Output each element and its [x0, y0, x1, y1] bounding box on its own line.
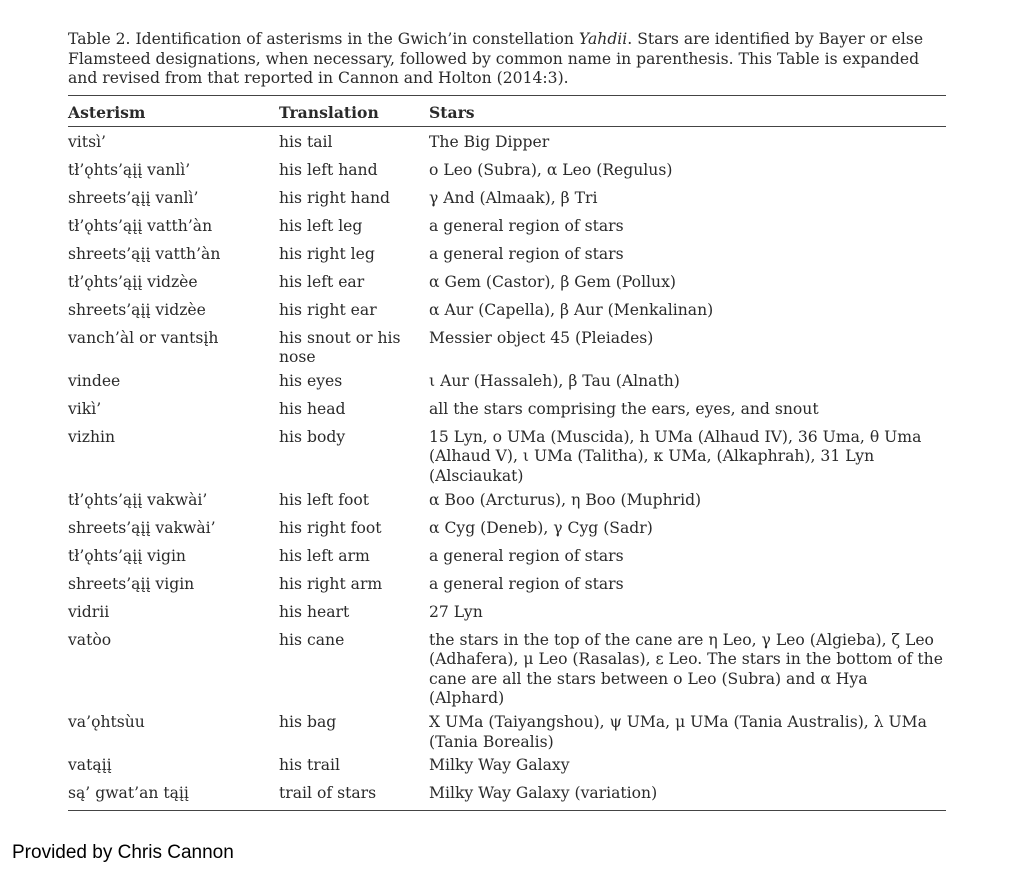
asterism-cell: vikì’ — [68, 399, 102, 418]
asterism-cell: vindee — [68, 371, 121, 390]
table-row — [68, 299, 946, 327]
translation-cell: his left arm — [279, 546, 370, 565]
table-row — [68, 243, 946, 271]
caption-lead: Table 2. Identification of asterisms in the Gwich’in constellation — [68, 30, 579, 48]
table-row — [68, 711, 946, 754]
translation-cell: his bag — [279, 712, 337, 731]
asterism-cell: va’ǫhtsùu — [68, 712, 145, 731]
translation-cell: his right arm — [279, 574, 383, 593]
stars-cell: the stars in the top of the cane are η Leo, γ Leo (Algieba), ζ Leo (Adhafera), μ Leo (Rasalas), ε Leo. The stars in the bottom of the cane are all the stars between o Leo (Subra) and α Hya (Alphard) — [429, 630, 943, 708]
translation-cell: trail of stars — [279, 784, 377, 803]
table-header-row — [68, 96, 946, 126]
translation-cell: his left ear — [279, 272, 365, 291]
stars-cell: α Boo (Arcturus), η Boo (Muphrid) — [429, 490, 702, 509]
table-row — [68, 126, 946, 159]
translation-cell: his left leg — [279, 216, 363, 235]
stars-cell: X UMa (Taiyangshou), ψ UMa, μ UMa (Tania Australis), λ UMa (Tania Borealis) — [429, 712, 927, 751]
asterism-cell: vizhin — [68, 427, 116, 446]
translation-cell: his head — [279, 399, 346, 418]
stars-cell: all the stars comprising the ears, eyes, and snout — [429, 399, 819, 418]
stars-cell: Milky Way Galaxy — [429, 756, 570, 775]
translation-cell: his trail — [279, 756, 340, 775]
translation-cell: his heart — [279, 602, 350, 621]
asterism-cell: shreets’ąįį vatth’àn — [68, 244, 221, 263]
translation-cell: his eyes — [279, 371, 343, 390]
asterism-cell: tł’ǫhts’ąįį vidzèe — [68, 272, 198, 291]
asterism-cell: tł’ǫhts’ąįį vatth’àn — [68, 216, 213, 235]
translation-cell: his cane — [279, 630, 345, 649]
credit-line: Provided by Chris Cannon — [12, 842, 234, 863]
asterism-cell: vitsì’ — [68, 132, 107, 151]
asterism-cell: tł’ǫhts’ąįį vigin — [68, 546, 186, 565]
table-row — [68, 370, 946, 398]
translation-cell: his right ear — [279, 300, 377, 319]
asterism-cell: tł’ǫhts’ąįį vanlì’ — [68, 160, 191, 179]
header-translation: Translation — [279, 103, 379, 122]
table-row — [68, 426, 946, 489]
table-row — [68, 629, 946, 711]
stars-cell: Messier object 45 (Pleiades) — [429, 328, 654, 347]
stars-cell: 27 Lyn — [429, 602, 483, 621]
asterism-cell: vidrii — [68, 602, 110, 621]
table-row — [68, 489, 946, 517]
asterism-cell: są’ gwat’an tąįį — [68, 784, 189, 803]
stars-cell: 15 Lyn, o UMa (Muscida), h UMa (Alhaud IV), 36 Uma, θ Uma (Alhaud V), ι UMa (Talitha), κ UMa, (Alkaphrah), 31 Lyn (Alsciaukat) — [429, 427, 922, 485]
asterism-table — [68, 96, 946, 810]
asterism-cell: shreets’ąįį vidzèe — [68, 300, 206, 319]
asterism-cell: vatòo — [68, 630, 112, 649]
stars-cell: a general region of stars — [429, 546, 624, 565]
table-bottom-rule — [68, 810, 946, 811]
table-row — [68, 517, 946, 545]
stars-cell: α Gem (Castor), β Gem (Pollux) — [429, 272, 676, 291]
stars-cell: a general region of stars — [429, 216, 624, 235]
translation-cell: his left foot — [279, 490, 370, 509]
asterism-cell: vatąįį — [68, 756, 112, 775]
asterism-cell: tł’ǫhts’ąįį vakwài’ — [68, 490, 208, 509]
stars-cell: α Aur (Capella), β Aur (Menkalinan) — [429, 300, 714, 319]
translation-cell: his right foot — [279, 518, 382, 537]
asterism-cell: vanch’àl or vantsįh — [68, 328, 219, 347]
table-row — [68, 215, 946, 243]
table-row — [68, 573, 946, 601]
stars-cell: o Leo (Subra), α Leo (Regulus) — [429, 160, 673, 179]
table-row — [68, 271, 946, 299]
header-stars: Stars — [429, 103, 475, 122]
asterism-cell: shreets’ąįį vakwài’ — [68, 518, 216, 537]
asterism-cell: shreets’ąįį vigin — [68, 574, 195, 593]
table-caption — [68, 30, 948, 89]
table-row — [68, 545, 946, 573]
stars-cell: Milky Way Galaxy (variation) — [429, 784, 658, 803]
asterism-cell: shreets’ąįį vanlì’ — [68, 188, 199, 207]
stars-cell: ι Aur (Hassaleh), β Tau (Alnath) — [429, 371, 680, 390]
translation-cell: his left hand — [279, 160, 378, 179]
table-row — [68, 327, 946, 370]
table-row — [68, 187, 946, 215]
table-body — [68, 126, 946, 810]
stars-cell: The Big Dipper — [429, 132, 550, 151]
table-row — [68, 754, 946, 782]
stars-cell: γ And (Almaak), β Tri — [429, 188, 598, 207]
translation-cell: his snout or his nose — [279, 328, 401, 367]
translation-cell: his right hand — [279, 188, 391, 207]
stars-cell: α Cyg (Deneb), γ Cyg (Sadr) — [429, 518, 653, 537]
table-row — [68, 159, 946, 187]
translation-cell: his body — [279, 427, 346, 446]
stars-cell: a general region of stars — [429, 244, 624, 263]
header-asterism: Asterism — [68, 103, 146, 122]
table-row — [68, 398, 946, 426]
caption-constellation-name: Yahdii — [578, 30, 628, 48]
translation-cell: his tail — [279, 132, 333, 151]
caption-rest: . Stars are identified by Bayer or else Flamsteed designations, when necessary, followed by common name in parenthesis. This Table is expanded and revised from that reported in Cannon and Holton (2014:3). — [68, 30, 924, 88]
table-row — [68, 782, 946, 810]
translation-cell: his right leg — [279, 244, 375, 263]
stars-cell: a general region of stars — [429, 574, 624, 593]
asterism-table-wrap — [68, 95, 946, 811]
table-row — [68, 601, 946, 629]
